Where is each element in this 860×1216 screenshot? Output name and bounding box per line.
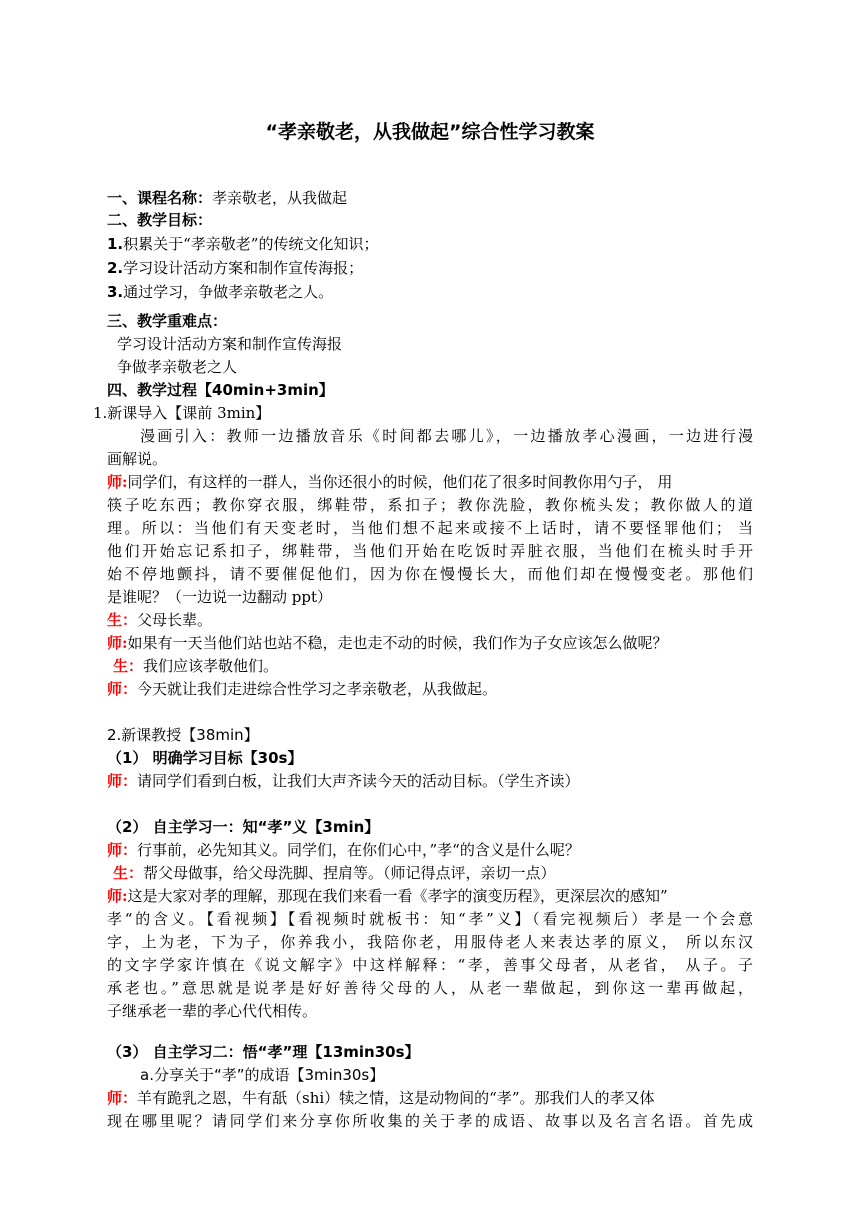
teacher-label: 师： — [107, 680, 138, 698]
teacher-label: 师: — [107, 887, 128, 905]
teacher-line: 孝“的含义。【看视频】【看视频时就板书：知“孝”义】（看完视频后）孝是一个会意 — [107, 910, 753, 928]
teacher-label: 师： — [107, 1089, 138, 1107]
teaching-goals-heading: 二、教学目标： — [107, 211, 213, 229]
teacher-line: 的文字学家许慎在《说文解字》中这样解释：“孝，善事父母者，从老省， 从子。子 — [107, 956, 753, 974]
course-name-label: 一、课程名称： — [107, 189, 213, 207]
intro-heading: 1.新课导入【课前 3min】 — [93, 404, 271, 422]
teacher-line: 师：请同学们看到白板，让我们大声齐读今天的活动目标。（学生齐读） — [107, 772, 580, 790]
teacher-line: 师:这是大家对孝的理解，那现在我们来看一看《孝字的演变历程》，更深层次的感知” — [107, 887, 668, 905]
new-lesson-heading: 2.新课教授【38min】 — [107, 726, 259, 744]
teacher-line: 师：今天就让我们走进综合性学习之孝亲敬老，从我做起。 — [107, 680, 498, 698]
subsection-heading: （3） 自主学习二：悟“孝”理【13min30s】 — [107, 1043, 420, 1061]
teacher-line: 承老也。”意思就是说孝是好好善待父母的人，从老一辈做起，到你这一辈再做起， — [107, 979, 753, 997]
teacher-label: 师： — [107, 772, 138, 790]
activity-heading: a.分享关于“孝”的成语【3min30s】 — [140, 1066, 385, 1084]
teacher-line: 他们开始忘记系扣子，绑鞋带，当他们开始在吃饭时弄脏衣服，当他们在梳头时手开 — [107, 542, 753, 560]
key-point-item: 争做孝亲敬老之人 — [117, 358, 238, 376]
teacher-line: 子继承老一辈的孝心代代相传。 — [107, 1002, 318, 1020]
teacher-line: 是谁呢？（一边说一边翻动 ppt） — [107, 588, 333, 606]
key-point-item: 学习设计活动方案和制作宣传海报 — [117, 335, 343, 353]
teacher-line: 理。所以：当他们有天变老时，当他们想不起来或接不上话时，请不要怪罪他们； 当 — [107, 519, 753, 537]
teacher-line: 筷子吃东西；教你穿衣服，绑鞋带，系扣子；教你洗脸，教你梳头发；教你做人的道 — [107, 496, 753, 514]
goal-item: 3.通过学习，争做孝亲敬老之人。 — [107, 283, 334, 301]
document-title: “孝亲敬老，从我做起”综合性学习教案 — [265, 121, 595, 143]
teacher-label: 师: — [107, 473, 128, 491]
subsection-heading: （2） 自主学习一：知“孝”义【3min】 — [107, 818, 380, 836]
course-name-text: 孝亲敬老，从我做起 — [212, 189, 348, 207]
goal-item: 2.学习设计活动方案和制作宣传海报； — [107, 259, 364, 277]
student-label: 生： — [107, 611, 138, 629]
teaching-process-heading: 四、教学过程【40min+3min】 — [107, 381, 334, 399]
intro-paragraph-line: 漫画引入：教师一边播放音乐《时间都去哪儿》，一边播放孝心漫画，一边进行漫 — [140, 427, 753, 445]
teacher-line: 师:如果有一天当他们站也站不稳，走也走不动的时候，我们作为子女应该怎么做呢？ — [107, 634, 668, 652]
student-line: 生：父母长辈。 — [107, 611, 213, 629]
student-line: 生：我们应该孝敬他们。 — [113, 657, 279, 675]
teacher-label: 师: — [107, 634, 128, 652]
teacher-line: 始不停地颤抖，请不要催促他们，因为你在慢慢长大，而他们却在慢慢变老。那他们 — [107, 565, 753, 583]
teacher-line: 现在哪里呢？请同学们来分享你所收集的关于孝的成语、故事以及名言名语。首先成 — [107, 1112, 753, 1130]
key-points-heading: 三、教学重难点： — [107, 312, 228, 330]
goal-item: 1.积累关于“孝亲敬老”的传统文化知识； — [107, 235, 379, 253]
student-line: 生：帮父母做事，给父母洗脚、捏肩等。（师记得点评，亲切一点） — [113, 864, 556, 882]
teacher-line: 师：羊有跪乳之恩，牛有舐（shi）犊之情，这是动物间的“孝”。那我们人的孝又体 — [107, 1089, 655, 1107]
student-label: 生： — [113, 657, 144, 675]
intro-paragraph-line: 画解说。 — [107, 450, 168, 468]
teacher-line: 师:同学们，有这样的一群人，当你还很小的时候，他们花了很多时间教你用勺子， 用 — [107, 473, 673, 491]
teacher-label: 师： — [107, 841, 138, 859]
teacher-line: 字，上为老，下为子，你养我小，我陪你老，用服侍老人来表达孝的原义， 所以东汉 — [107, 933, 753, 951]
subsection-heading: （1） 明确学习目标【30s】 — [107, 749, 303, 767]
teacher-line: 师：行事前，必先知其义。同学们，在你们心中，”孝“的含义是什么呢？ — [107, 841, 580, 859]
course-name-line — [107, 188, 347, 208]
student-label: 生： — [113, 864, 144, 882]
